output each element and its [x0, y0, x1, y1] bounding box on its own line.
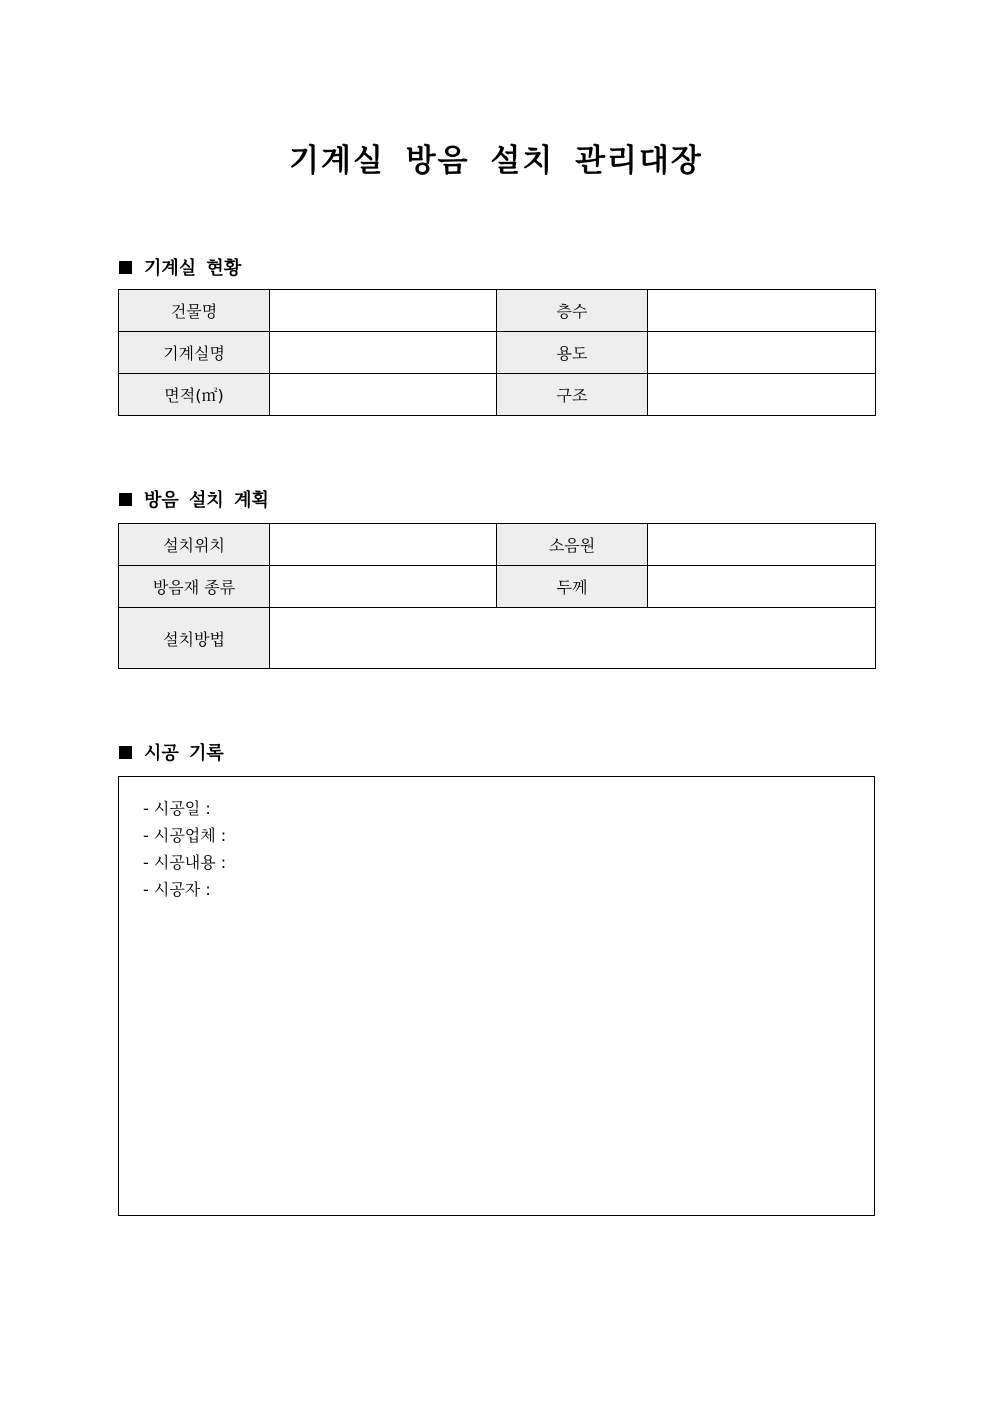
square-bullet-icon [119, 261, 132, 274]
table-row [119, 608, 876, 669]
label-noise-source: 소음원 [497, 524, 648, 566]
table-row [119, 290, 876, 332]
label-material-type: 방음재 종류 [119, 566, 270, 608]
field-usage[interactable] [648, 332, 876, 374]
field-material-type[interactable] [270, 566, 497, 608]
label-install-location: 설치위치 [119, 524, 270, 566]
field-area[interactable] [270, 374, 497, 416]
label-building-name: 건물명 [119, 290, 270, 332]
field-install-location[interactable] [270, 524, 497, 566]
machine-room-status-table [118, 289, 876, 416]
field-thickness[interactable] [648, 566, 876, 608]
square-bullet-icon [119, 746, 132, 759]
section-heading-label: 방음 설치 계획 [144, 490, 269, 511]
record-item-contractor: - 시공업체 : [143, 826, 227, 845]
field-floors[interactable] [648, 290, 876, 332]
table-row [119, 524, 876, 566]
square-bullet-icon [119, 493, 132, 506]
label-area: 면적(㎡) [119, 374, 270, 416]
label-floors: 층수 [497, 290, 648, 332]
page-title: 기계실 방음 설치 관리대장 [289, 143, 703, 179]
table-row [119, 374, 876, 416]
field-room-name[interactable] [270, 332, 497, 374]
soundproof-plan-table [118, 523, 876, 669]
section-heading-plan [119, 486, 269, 512]
table-row [119, 566, 876, 608]
label-structure: 구조 [497, 374, 648, 416]
section-heading-label: 시공 기록 [144, 743, 224, 764]
record-list [119, 777, 874, 903]
section-heading-status [119, 254, 241, 280]
record-item-worker: - 시공자 : [143, 880, 211, 899]
field-install-method[interactable] [270, 608, 876, 669]
construction-record-box[interactable] [118, 776, 875, 1216]
record-item-date: - 시공일 : [143, 799, 211, 818]
field-building-name[interactable] [270, 290, 497, 332]
table-row [119, 332, 876, 374]
label-usage: 용도 [497, 332, 648, 374]
label-install-method: 설치방법 [119, 608, 270, 669]
label-thickness: 두께 [497, 566, 648, 608]
label-room-name: 기계실명 [119, 332, 270, 374]
record-item-content: - 시공내용 : [143, 853, 227, 872]
field-structure[interactable] [648, 374, 876, 416]
field-noise-source[interactable] [648, 524, 876, 566]
section-heading-records [119, 739, 224, 765]
section-heading-label: 기계실 현황 [144, 258, 242, 279]
